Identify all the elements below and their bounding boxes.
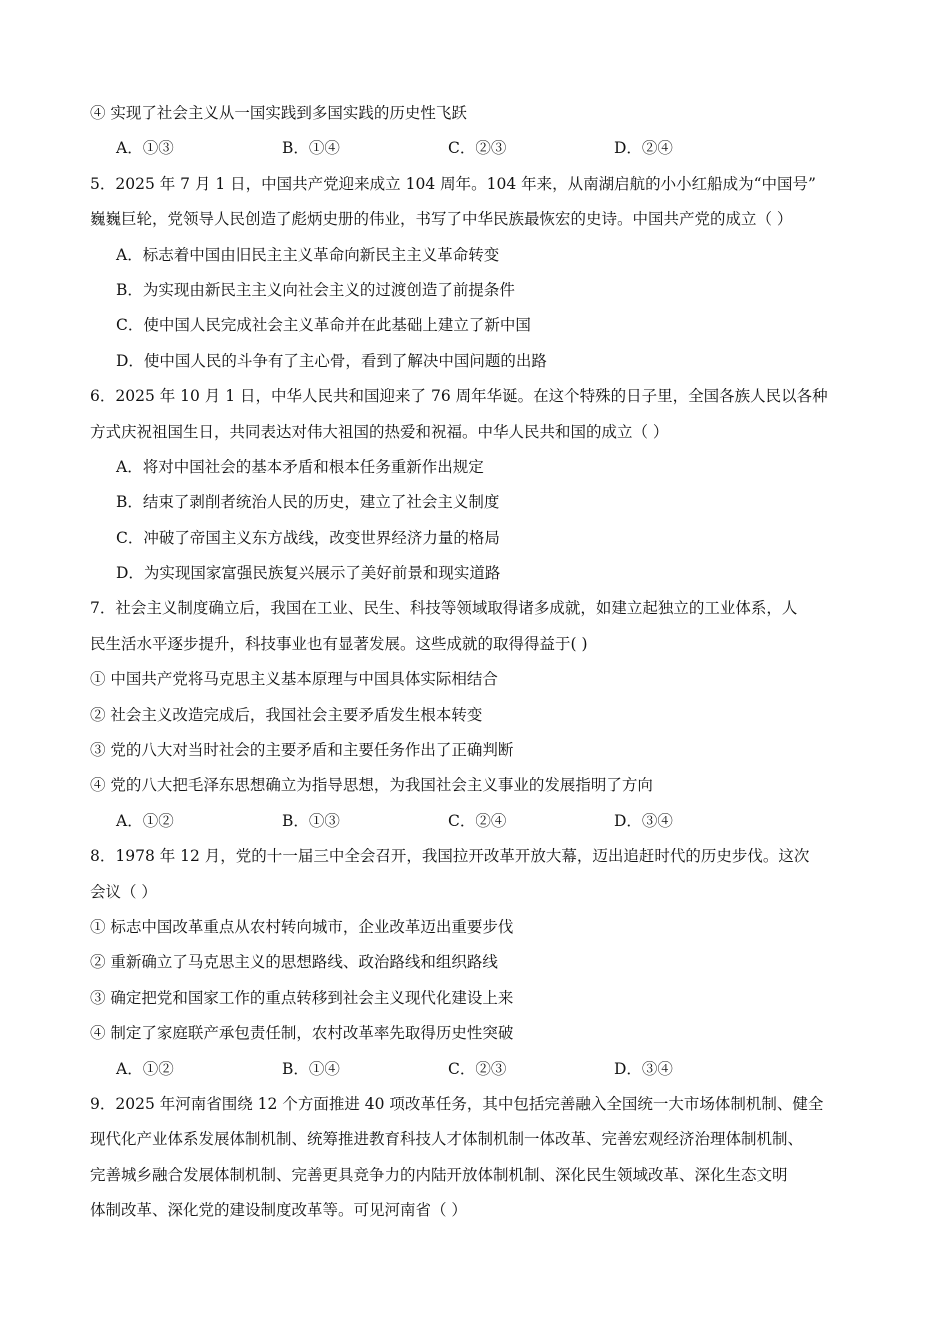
question-stem-line: 体制改革、深化党的建设制度改革等。可见河南省（ ） [90,1201,467,1220]
option-d[interactable]: D．②④ [614,139,673,158]
question-stem-line: 9．2025 年河南省围绕 12 个方面推进 40 项改革任务，其中包括完善融入全国统一大市场体制机制、健全 [90,1094,824,1113]
question-stem-line: 现代化产业体系发展体制机制、统筹推进教育科技人才体制机制一体改革、完善宏观经济治理体制机制、 [90,1130,804,1149]
option-b[interactable]: B．①④ [282,1059,340,1078]
option-a[interactable]: A．①③ [116,139,174,158]
options-row [90,131,860,166]
option-d[interactable]: D．为实现国家富强民族复兴展示了美好前景和现实道路 [116,564,501,583]
question-7 [90,591,860,839]
statement-4: ④ 实现了社会主义从一国实践到多国实践的历史性飞跃 [90,104,467,122]
question-stem-line: 7．社会主义制度确立后，我国在工业、民生、科技等领域取得诸多成就，如建立起独立的工业体系，人 [90,599,798,618]
option-a[interactable]: A．标志着中国由旧民主主义革命向新民主主义革命转变 [116,245,500,264]
statement-2: ② 重新确立了马克思主义的思想路线、政治路线和组织路线 [90,953,498,972]
question-9 [90,1087,860,1229]
option-a[interactable]: A．①② [116,1059,174,1078]
question-5 [90,167,860,379]
option-d[interactable]: D．③④ [614,811,673,830]
statement-2: ② 社会主义改造完成后，我国社会主要矛盾发生根本转变 [90,705,483,724]
question-6 [90,379,860,591]
question-4-tail [90,96,860,167]
question-stem-line: 民生活水平逐步提升，科技事业也有显著发展。这些成就的取得得益于( ) [90,634,588,653]
question-stem-line: 8．1978 年 12 月，党的十一届三中全会召开，我国拉开改革开放大幕，迈出追赶时代的历史步伐。这次 [90,847,810,866]
statement-4: ④ 党的八大把毛泽东思想确立为指导思想，为我国社会主义事业的发展指明了方向 [90,776,653,795]
question-8 [90,839,860,1087]
options-row [90,1052,860,1087]
option-b[interactable]: B．①④ [282,139,340,158]
exam-page [90,96,860,1229]
option-b[interactable]: B．①③ [282,811,340,830]
option-c[interactable]: C．冲破了帝国主义东方战线，改变世界经济力量的格局 [116,528,500,547]
statement-3: ③ 确定把党和国家工作的重点转移到社会主义现代化建设上来 [90,988,514,1007]
option-c[interactable]: C．②③ [448,139,507,158]
option-c[interactable]: C．②③ [448,1059,507,1078]
option-b[interactable]: B．结束了剥削者统治人民的历史，建立了社会主义制度 [116,493,500,512]
question-stem-line: 方式庆祝祖国生日，共同表达对伟大祖国的热爱和祝福。中华人民共和国的成立（ ） [90,422,669,441]
question-stem-line: 5．2025 年 7 月 1 日，中国共产党迎来成立 104 周年。104 年来，从南湖启航的小小红船成为“中国号” [90,174,816,193]
statement-3: ③ 党的八大对当时社会的主要矛盾和主要任务作出了正确判断 [90,741,514,760]
option-c[interactable]: C．使中国人民完成社会主义革命并在此基础上建立了新中国 [116,316,531,335]
option-d[interactable]: D．③④ [614,1059,673,1078]
option-d[interactable]: D．使中国人民的斗争有了主心骨，看到了解决中国问题的出路 [116,351,547,370]
statement-4: ④ 制定了家庭联产承包责任制，农村改革率先取得历史性突破 [90,1024,514,1043]
statement-1: ① 中国共产党将马克思主义基本原理与中国具体实际相结合 [90,670,498,689]
question-stem-line: 完善城乡融合发展体制机制、完善更具竞争力的内陆开放体制机制、深化民生领域改革、深化生态文明 [90,1165,788,1184]
question-stem-line: 6．2025 年 10 月 1 日，中华人民共和国迎来了 76 周年华诞。在这个特殊的日子里，全国各族人民以各种 [90,387,828,406]
option-c[interactable]: C．②④ [448,811,507,830]
options-row [90,804,860,839]
question-stem-line: 巍巍巨轮，党领导人民创造了彪炳史册的伟业，书写了中华民族最恢宏的史诗。中国共产党的成立（ ） [90,210,793,229]
option-a[interactable]: A．①② [116,811,174,830]
option-a[interactable]: A．将对中国社会的基本矛盾和根本任务重新作出规定 [116,457,484,476]
statement-1: ① 标志中国改革重点从农村转向城市，企业改革迈出重要步伐 [90,917,514,936]
question-stem-line: 会议（ ） [90,882,157,901]
option-b[interactable]: B．为实现由新民主主义向社会主义的过渡创造了前提条件 [116,280,515,299]
